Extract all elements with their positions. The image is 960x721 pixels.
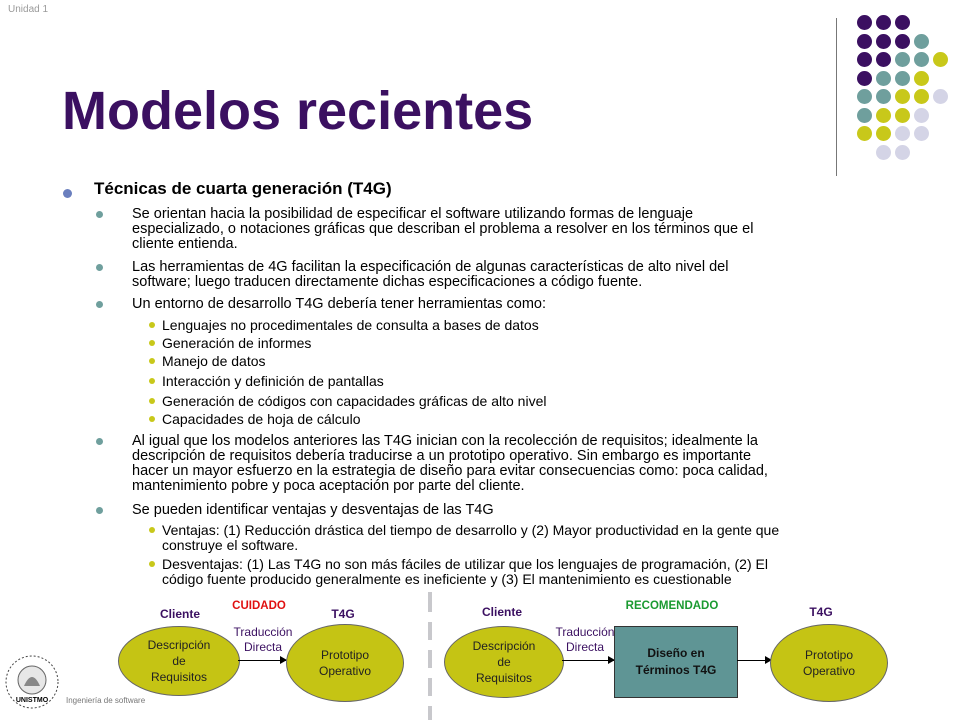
decorative-dot-icon [876, 126, 891, 141]
requisitos-ellipse: Descripción de Requisitos [118, 626, 240, 696]
decorative-dot-icon [857, 89, 872, 104]
dashed-separator [428, 622, 432, 640]
decorative-dot-icon [876, 52, 891, 67]
cliente-label: Cliente [481, 605, 522, 619]
decorative-dot-icon [876, 15, 891, 30]
decorative-dot-icon [933, 89, 948, 104]
requisitos-ellipse: Descripción de Requisitos [444, 626, 564, 698]
decorative-dot-icon [857, 34, 872, 49]
decorative-dot-icon [857, 15, 872, 30]
decorative-dot-icon [857, 126, 872, 141]
prototipo-ellipse: Prototipo Operativo [770, 624, 888, 702]
unistmo-logo [2, 652, 62, 716]
dashed-separator [428, 678, 432, 696]
unit-label: Unidad 1 [8, 4, 49, 15]
decorative-dot-icon [895, 89, 910, 104]
bullet-icon [149, 416, 155, 422]
recomendado-tag: RECOMENDADO [625, 600, 719, 612]
decorative-dot-icon [914, 52, 929, 67]
t4g-label: T4G [331, 607, 355, 621]
tool-item: Manejo de datos [162, 353, 266, 369]
page-title: Modelos recientes [62, 81, 534, 141]
bullet-icon [149, 378, 155, 384]
divider-line [836, 18, 837, 176]
decorative-dot-icon [857, 52, 872, 67]
decorative-dot-icon [876, 108, 891, 123]
paragraph-3: Un entorno de desarrollo T4G debería tener herramientas como: [132, 296, 547, 312]
arrow-right-icon [238, 660, 286, 661]
tool-item: Generación de informes [162, 335, 312, 351]
bullet-icon [149, 561, 155, 567]
decorative-dot-icon [914, 126, 929, 141]
paragraph-4: Al igual que los modelos anteriores las T4G inician con la recolección de requisitos; idealmente la descripción de requisitos debería traducirse a un prototipo operativo. Sin embargo es importante hacer un mayor esfuerzo en la estrategia de diseño para evitar consecuencias como: poca calidad, mantenimiento pobre y poca aceptación por parte del cliente. [132, 433, 768, 494]
tool-item: Lenguajes no procedimentales de consulta a bases de datos [162, 317, 539, 333]
bullet-icon [149, 322, 155, 328]
traduccion-label: Traducción Directa [233, 625, 293, 654]
dashed-separator [428, 706, 432, 720]
traduccion-label: Traducción Directa [555, 625, 615, 654]
t4g-label: T4G [809, 605, 833, 619]
bullet-icon [96, 301, 103, 308]
decorative-dot-icon [876, 34, 891, 49]
bullet-icon [96, 438, 103, 445]
decorative-dot-icon [876, 89, 891, 104]
bullet-icon [96, 264, 103, 271]
decorative-dot-icon [914, 89, 929, 104]
svg-text:UNISTMO: UNISTMO [15, 697, 49, 704]
diseno-box: Diseño en Términos T4G [614, 626, 738, 698]
decorative-dot-icon [857, 71, 872, 86]
prototipo-ellipse: Prototipo Operativo [286, 624, 404, 702]
arrow-right-icon [562, 660, 614, 661]
paragraph-5: Se pueden identificar ventajas y desventajas de las T4G [132, 502, 494, 518]
decorative-dot-icon [895, 15, 910, 30]
bullet-icon [149, 398, 155, 404]
bullet-icon [96, 507, 103, 514]
arrow-right-icon [737, 660, 771, 661]
decorative-dot-icon [895, 108, 910, 123]
dot-grid-decoration [0, 0, 960, 170]
decorative-dot-icon [895, 34, 910, 49]
bullet-icon [149, 358, 155, 364]
desventajas-item: Desventajas: (1) Las T4G no son más fáciles de utilizar que los lenguajes de programación, (2) El código fuente producido generalmente es ineficiente y (3) El mantenimiento es cuestionable [162, 556, 768, 587]
decorative-dot-icon [895, 126, 910, 141]
bullet-icon [63, 189, 72, 198]
tool-item: Interacción y definición de pantallas [162, 373, 384, 389]
decorative-dot-icon [914, 108, 929, 123]
decorative-dot-icon [895, 71, 910, 86]
paragraph-1: Se orientan hacia la posibilidad de especificar el software utilizando formas de lenguaje especializado, o notaciones gráficas que describan el problema a resolver en los términos que el cliente entienda. [132, 206, 754, 252]
decorative-dot-icon [914, 71, 929, 86]
tool-item: Generación de códigos con capacidades gráficas de alto nivel [162, 393, 547, 409]
decorative-dot-icon [914, 34, 929, 49]
decorative-dot-icon [895, 145, 910, 160]
decorative-dot-icon [876, 71, 891, 86]
tool-item: Capacidades de hoja de cálculo [162, 411, 361, 427]
dashed-separator [428, 592, 432, 612]
section-heading: Técnicas de cuarta generación (T4G) [94, 179, 392, 198]
decorative-dot-icon [876, 145, 891, 160]
bullet-icon [149, 340, 155, 346]
paragraph-2: Las herramientas de 4G facilitan la especificación de algunas características de alto nivel del software; luego traducen directamente dichas especificaciones a código fuente. [132, 259, 729, 290]
dashed-separator [428, 650, 432, 668]
bullet-icon [96, 211, 103, 218]
footer-text: Ingeniería de software [66, 696, 146, 705]
cliente-label: Cliente [159, 607, 200, 621]
bullet-icon [149, 527, 155, 533]
cuidado-tag: CUIDADO [232, 600, 286, 612]
decorative-dot-icon [895, 52, 910, 67]
decorative-dot-icon [933, 52, 948, 67]
ventajas-item: Ventajas: (1) Reducción drástica del tiempo de desarrollo y (2) Mayor productividad en la gente que construye el software. [162, 522, 780, 553]
decorative-dot-icon [857, 108, 872, 123]
